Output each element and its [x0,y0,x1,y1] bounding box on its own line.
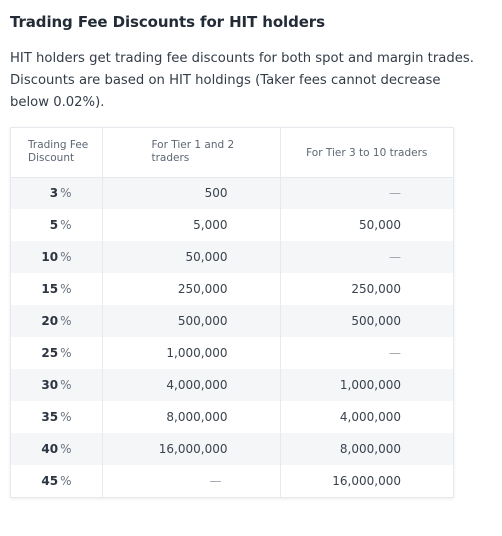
percent-unit: % [60,186,72,201]
table-body [11,177,453,497]
percent-unit: % [60,250,72,264]
tier-3-10-cell: 16,000,000 [280,465,453,497]
percent-unit: % [60,442,72,456]
discount-cell [11,177,102,209]
table-row [11,433,453,465]
discount-table [11,128,453,497]
tier-1-2-cell: — [102,465,280,497]
header-tier-3-10: For Tier 3 to 10 traders [280,128,453,177]
table-row [11,369,453,401]
percent-unit: % [60,410,72,424]
header-tier-1-2: For Tier 1 and 2 traders [102,128,280,177]
discount-value: 20 [41,314,59,328]
table-row [11,465,453,497]
table-header [11,128,453,177]
tier-3-10-cell: 8,000,000 [280,433,453,465]
tier-1-2-cell: 8,000,000 [102,401,280,433]
tier-1-2-cell: 5,000 [102,209,280,241]
tier-3-10-cell: 1,000,000 [280,369,453,401]
tier-1-2-cell: 250,000 [102,273,280,305]
discount-cell [11,401,102,433]
tier-1-2-cell: 1,000,000 [102,337,280,369]
discount-cell [11,369,102,401]
header-row [11,128,453,177]
discount-cell [11,209,102,241]
header-discount: Trading Fee Discount [11,128,102,177]
discount-value: 25 [41,346,59,360]
discount-cell [11,273,102,305]
page-title: Trading Fee Discounts for HIT holders [10,13,325,31]
tier-1-2-cell: 16,000,000 [102,433,280,465]
percent-unit: % [60,346,72,360]
table-row [11,401,453,433]
discount-value: 5 [49,218,59,232]
discount-cell [11,465,102,497]
intro-paragraph: HIT holders get trading fee discounts for both spot and margin trades. Discounts are based on HIT holdings (Taker fees cannot decrease below 0.02%). [10,51,474,110]
discount-value: 30 [41,378,59,392]
discount-cell [11,305,102,337]
tier-1-2-cell: 500,000 [102,305,280,337]
discount-value: 15 [41,282,59,296]
discount-cell [11,337,102,369]
percent-unit: % [60,378,72,392]
discount-table-container [10,127,454,498]
tier-3-10-cell: — [280,337,453,369]
discount-value: 10 [41,250,59,264]
discount-cell [11,433,102,465]
discount-value: 3 [49,186,59,201]
table-row [11,177,453,209]
table-row [11,241,453,273]
discount-value: 45 [41,474,59,488]
percent-unit: % [60,474,72,488]
tier-3-10-cell: 500,000 [280,305,453,337]
table-row [11,305,453,337]
tier-3-10-cell: 4,000,000 [280,401,453,433]
percent-unit: % [60,218,72,232]
discount-value: 40 [41,442,59,456]
tier-1-2-cell: 4,000,000 [102,369,280,401]
discount-value: 35 [41,410,59,424]
tier-3-10-cell: 50,000 [280,209,453,241]
table-row [11,209,453,241]
percent-unit: % [60,314,72,328]
tier-3-10-cell: — [280,241,453,273]
percent-unit: % [60,282,72,296]
tier-1-2-cell: 500 [102,177,280,209]
table-row [11,273,453,305]
tier-3-10-cell: 250,000 [280,273,453,305]
tier-3-10-cell: — [280,177,453,209]
tier-1-2-cell: 50,000 [102,241,280,273]
discount-cell [11,241,102,273]
table-row [11,337,453,369]
